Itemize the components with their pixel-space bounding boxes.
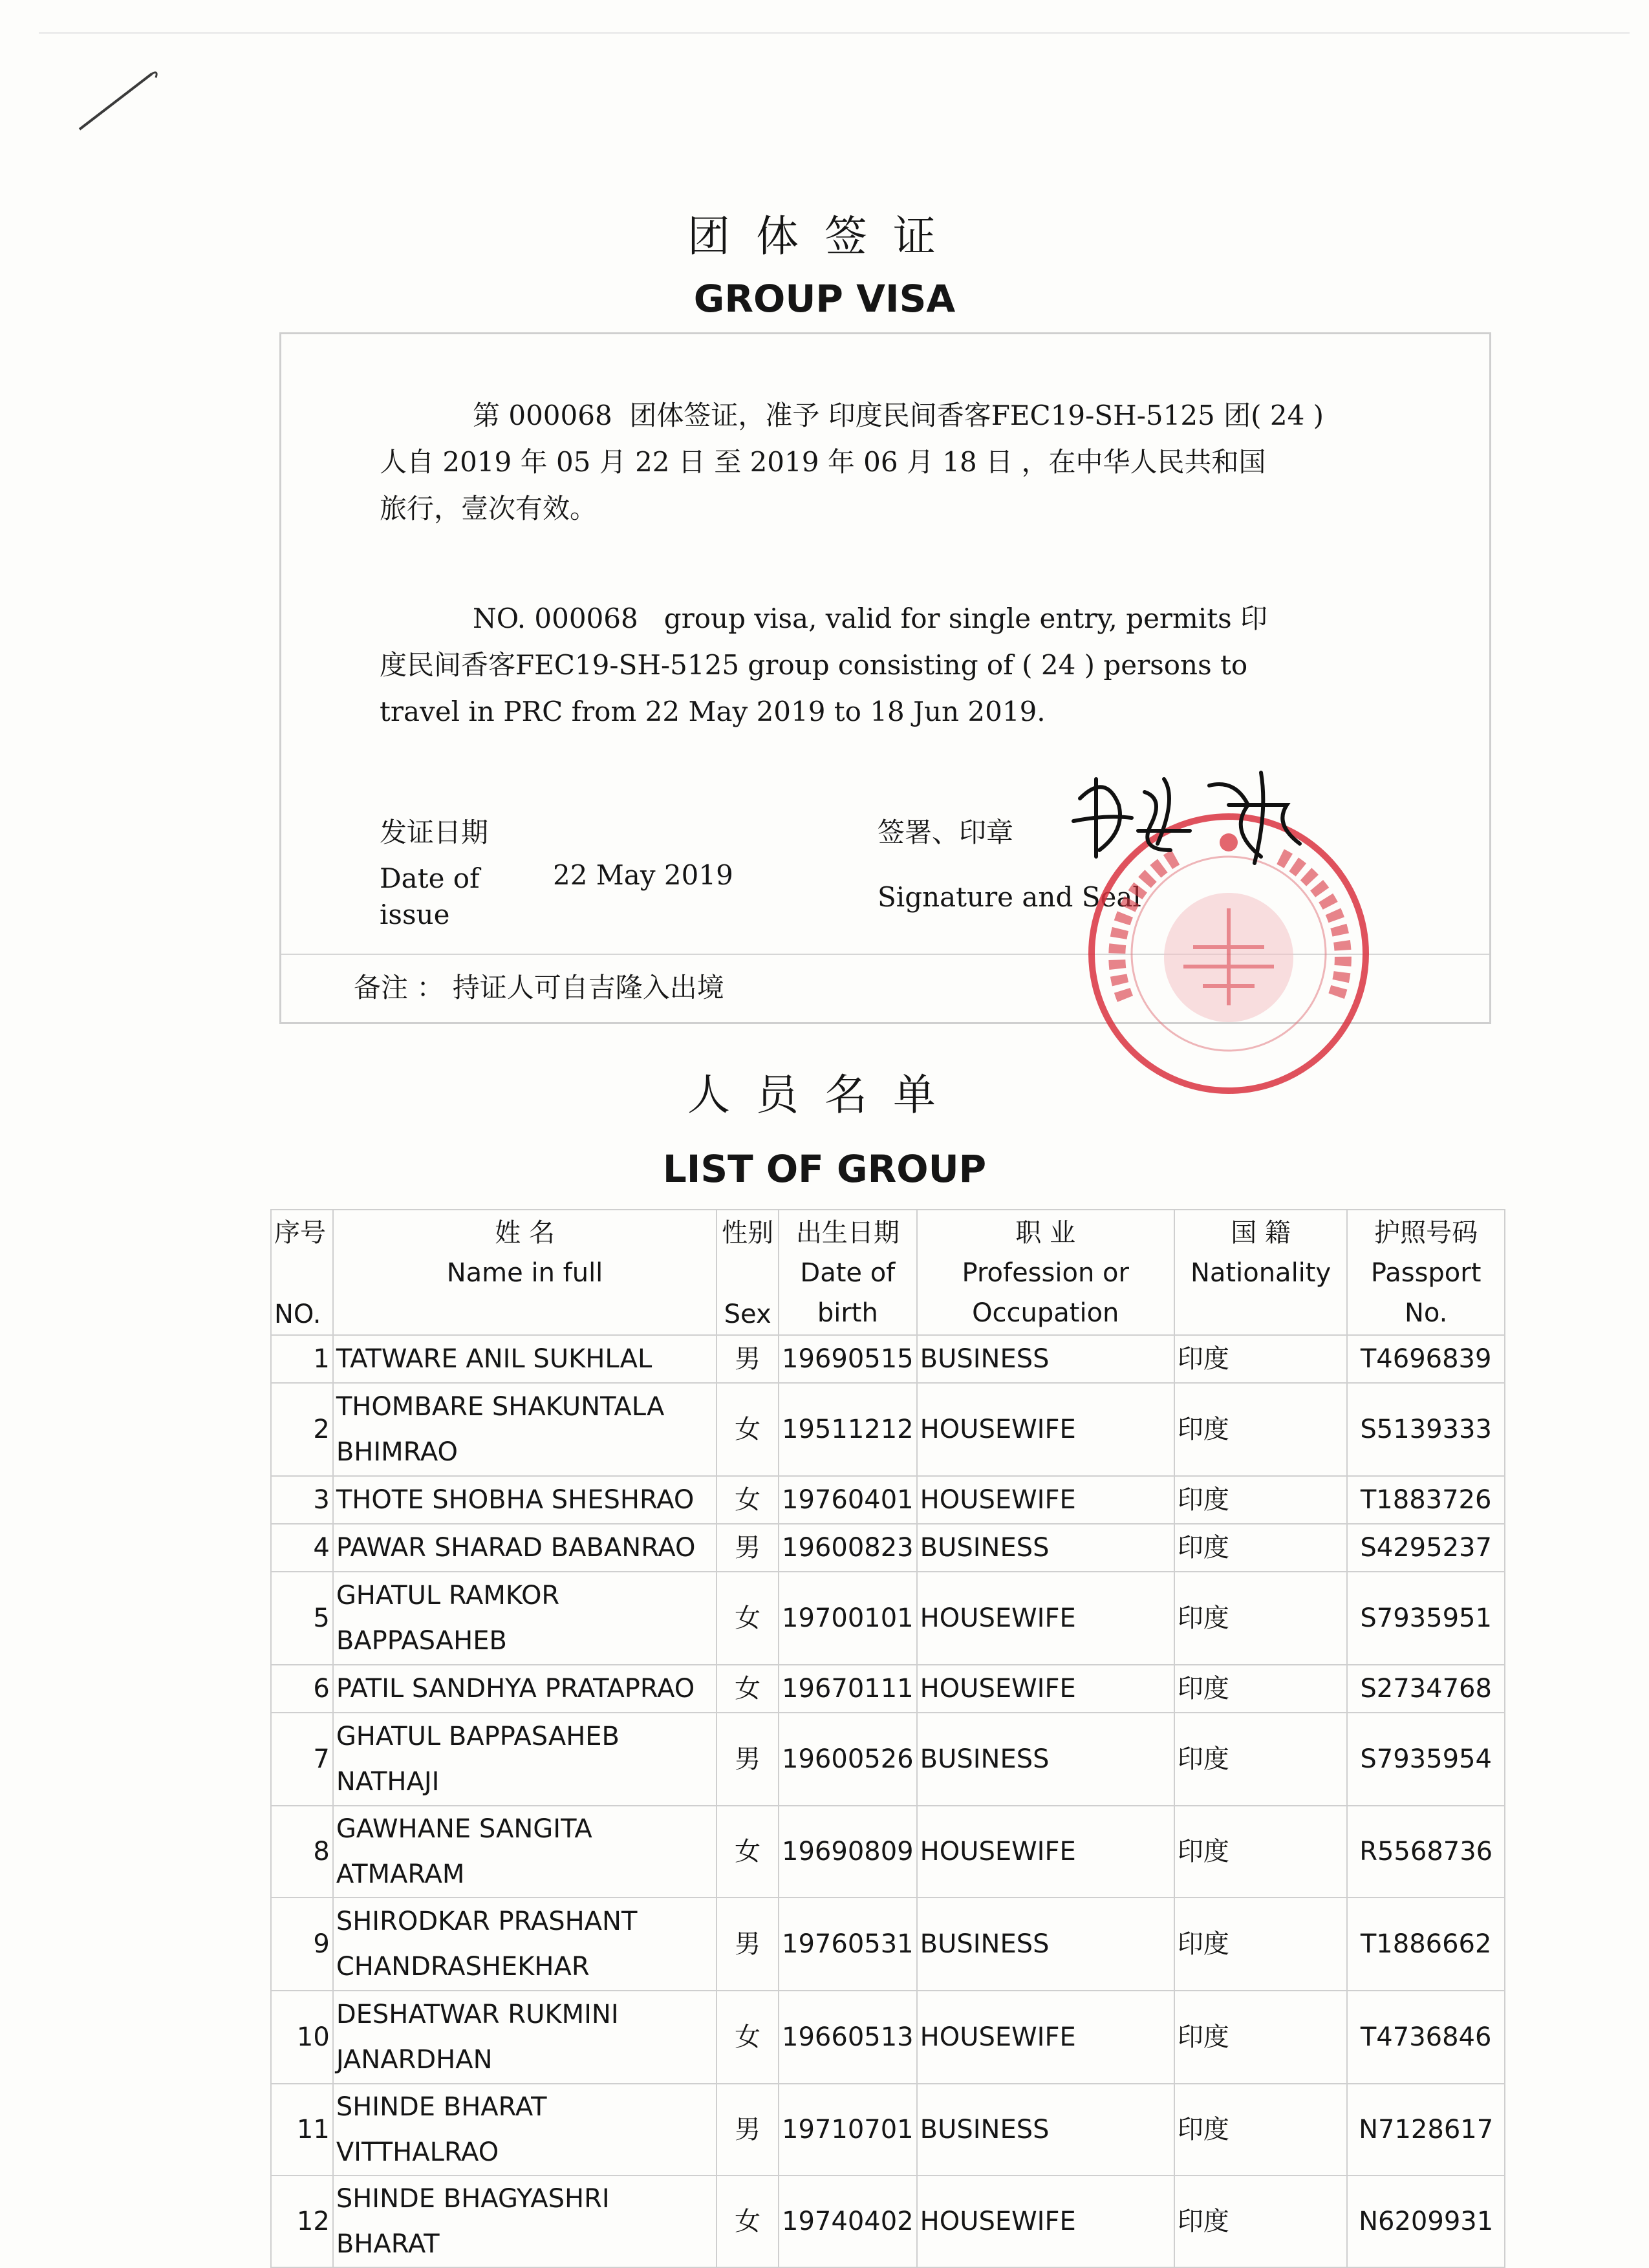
visa-cn-line-2: 人自 2019 年 05 月 22 日 至 2019 年 06 月 18 日 ，在中华人民共和国 [380, 446, 1266, 478]
table-row [271, 1335, 1505, 1383]
header-nationality-en: Nationality [1191, 1258, 1331, 1288]
header-no-cn: 序号 [274, 1218, 326, 1248]
cell-no: 9 [271, 1898, 333, 1991]
cell-dob: 19690515 [779, 1335, 917, 1383]
cell-occupation: BUSINESS [917, 1335, 1174, 1383]
cell-dob: 19760401 [779, 1476, 917, 1524]
cell-sex: 女 [717, 1991, 779, 2084]
cell-occupation: HOUSEWIFE [917, 1665, 1174, 1713]
header-name-en: Name in full [446, 1258, 603, 1288]
header-no [271, 1210, 333, 1335]
cell-occupation: HOUSEWIFE [917, 1991, 1174, 2084]
cell-passport: S7935954 [1347, 1713, 1505, 1806]
cell-nationality: 印度 [1174, 1665, 1347, 1713]
cell-dob: 19670111 [779, 1665, 917, 1713]
table-row [271, 1898, 1505, 1991]
cell-sex: 女 [717, 1383, 779, 1476]
cell-name: PAWAR SHARAD BABANRAO [333, 1524, 717, 1572]
cell-no: 1 [271, 1335, 333, 1383]
cell-no: 2 [271, 1383, 333, 1476]
header-dob [779, 1210, 917, 1335]
signature-label-cn: 签署、印章 [878, 817, 1014, 848]
cell-sex: 女 [717, 1572, 779, 1665]
cell-occupation: HOUSEWIFE [917, 1476, 1174, 1524]
header-sex [717, 1210, 779, 1335]
header-name-cn: 姓 名 [495, 1218, 555, 1248]
header-occupation-en: Profession or Occupation [962, 1258, 1129, 1328]
cell-passport: N6209931 [1347, 2176, 1505, 2267]
staple-pin-icon [74, 65, 165, 136]
cell-occupation: BUSINESS [917, 1524, 1174, 1572]
cell-sex: 女 [717, 1476, 779, 1524]
cell-passport: T1883726 [1347, 1476, 1505, 1524]
visa-en-line-2: 度民间香客FEC19-SH-5125 group consisting of ( 24 ) persons to [380, 649, 1248, 681]
cell-no: 10 [271, 1991, 333, 2084]
cell-passport: N7128617 [1347, 2084, 1505, 2176]
handwritten-signature-icon [1067, 760, 1326, 876]
table-row [271, 1806, 1505, 1898]
cell-dob: 19511212 [779, 1383, 917, 1476]
cell-occupation: BUSINESS [917, 2084, 1174, 2176]
header-dob-en: Date of birth [800, 1258, 896, 1328]
cell-no: 4 [271, 1524, 333, 1572]
cell-sex: 男 [717, 1335, 779, 1383]
cell-dob: 19600526 [779, 1713, 917, 1806]
cell-sex: 男 [717, 1713, 779, 1806]
header-passport [1347, 1210, 1505, 1335]
scan-edge [39, 32, 1630, 34]
remark: 备注 ： 持证人可自吉隆入出境 [354, 972, 724, 1003]
cell-passport: S4295237 [1347, 1524, 1505, 1572]
group-member-table [270, 1209, 1505, 2268]
header-name [333, 1210, 717, 1335]
visa-en-line-1: NO. 000068 group visa, valid for single entry, permits 印 [473, 603, 1268, 634]
issue-date-value: 22 May 2019 [553, 859, 733, 891]
issue-date-label-cn: 发证日期 [380, 817, 489, 848]
header-nationality-cn: 国 籍 [1231, 1218, 1291, 1248]
cell-nationality: 印度 [1174, 1713, 1347, 1806]
cell-occupation: BUSINESS [917, 1713, 1174, 1806]
table-row [271, 1572, 1505, 1665]
cell-no: 6 [271, 1665, 333, 1713]
cell-nationality: 印度 [1174, 2176, 1347, 2267]
issue-date-label-en: Date of issue [380, 862, 480, 930]
cell-dob: 19710701 [779, 2084, 917, 2176]
cell-occupation: HOUSEWIFE [917, 1383, 1174, 1476]
header-occupation [917, 1210, 1174, 1335]
cell-dob: 19740402 [779, 2176, 917, 2267]
cell-name: THOMBARE SHAKUNTALA BHIMRAO [333, 1383, 717, 1476]
table-row [271, 1713, 1505, 1806]
list-title-english: LIST OF GROUP [662, 1147, 987, 1191]
cell-name: THOTE SHOBHA SHESHRAO [333, 1476, 717, 1524]
signature-label-en: Signature and Seal [878, 881, 1141, 913]
cell-nationality: 印度 [1174, 1476, 1347, 1524]
cell-no: 7 [271, 1713, 333, 1806]
table-row [271, 1665, 1505, 1713]
header-nationality [1174, 1210, 1347, 1335]
cell-dob: 19660513 [779, 1991, 917, 2084]
cell-sex: 男 [717, 1898, 779, 1991]
cell-sex: 女 [717, 1665, 779, 1713]
title-chinese: 团体签证 [687, 211, 962, 261]
cell-no: 3 [271, 1476, 333, 1524]
cell-dob: 19690809 [779, 1806, 917, 1898]
cell-name: GAWHANE SANGITA ATMARAM [333, 1806, 717, 1898]
cell-nationality: 印度 [1174, 1572, 1347, 1665]
cell-name: SHIRODKAR PRASHANT CHANDRASHEKHAR [333, 1898, 717, 1991]
table-row [271, 1476, 1505, 1524]
list-title-chinese: 人员名单 [687, 1070, 962, 1120]
header-dob-cn: 出生日期 [795, 1218, 900, 1248]
cell-sex: 男 [717, 1524, 779, 1572]
cell-nationality: 印度 [1174, 1898, 1347, 1991]
cell-dob: 19600823 [779, 1524, 917, 1572]
cell-passport: T4696839 [1347, 1335, 1505, 1383]
cell-sex: 女 [717, 1806, 779, 1898]
cell-passport: R5568736 [1347, 1806, 1505, 1898]
cell-occupation: HOUSEWIFE [917, 1572, 1174, 1665]
header-passport-en: Passport No. [1370, 1258, 1482, 1328]
cell-sex: 女 [717, 2176, 779, 2267]
cell-nationality: 印度 [1174, 1335, 1347, 1383]
cell-passport: S5139333 [1347, 1383, 1505, 1476]
table-row [271, 2176, 1505, 2267]
title-english: GROUP VISA [693, 277, 956, 321]
cell-nationality: 印度 [1174, 1383, 1347, 1476]
cell-dob: 19760531 [779, 1898, 917, 1991]
visa-en-line-3: travel in PRC from 22 May 2019 to 18 Jun 2019. [380, 696, 1046, 727]
cell-passport: S7935951 [1347, 1572, 1505, 1665]
cell-sex: 男 [717, 2084, 779, 2176]
cell-name: DESHATWAR RUKMINI JANARDHAN [333, 1991, 717, 2084]
cell-no: 8 [271, 1806, 333, 1898]
header-occupation-cn: 职 业 [1015, 1218, 1076, 1248]
cell-dob: 19700101 [779, 1572, 917, 1665]
cell-nationality: 印度 [1174, 1524, 1347, 1572]
table-row [271, 1524, 1505, 1572]
header-sex-cn: 性别 [722, 1218, 774, 1248]
cell-occupation: BUSINESS [917, 1898, 1174, 1991]
cell-occupation: HOUSEWIFE [917, 1806, 1174, 1898]
cell-no: 12 [271, 2176, 333, 2267]
cell-name: PATIL SANDHYA PRATAPRAO [333, 1665, 717, 1713]
cell-name: GHATUL RAMKOR BAPPASAHEB [333, 1572, 717, 1665]
cell-no: 11 [271, 2084, 333, 2176]
cell-name: GHATUL BAPPASAHEB NATHAJI [333, 1713, 717, 1806]
cell-nationality: 印度 [1174, 1991, 1347, 2084]
table-row [271, 1383, 1505, 1476]
cell-occupation: HOUSEWIFE [917, 2176, 1174, 2267]
cell-nationality: 印度 [1174, 2084, 1347, 2176]
table-row [271, 1991, 1505, 2084]
header-sex-en: Sex [724, 1300, 771, 1329]
table-row [271, 2084, 1505, 2176]
cell-name: SHINDE BHAGYASHRI BHARAT [333, 2176, 717, 2267]
table-header-row [271, 1210, 1505, 1335]
cell-nationality: 印度 [1174, 1806, 1347, 1898]
header-passport-cn: 护照号码 [1374, 1218, 1478, 1248]
cell-passport: T1886662 [1347, 1898, 1505, 1991]
cell-name: TATWARE ANIL SUKHLAL [333, 1335, 717, 1383]
cell-passport: T4736846 [1347, 1991, 1505, 2084]
header-no-en: NO. [274, 1300, 321, 1329]
visa-cn-line-1: 第 000068 团体签证，准予 印度民间香客FEC19-SH-5125 团( 24 ) [473, 400, 1324, 431]
cell-name: SHINDE BHARAT VITTHALRAO [333, 2084, 717, 2176]
cell-no: 5 [271, 1572, 333, 1665]
visa-cn-line-3: 旅行，壹次有效。 [380, 493, 598, 524]
cell-passport: S2734768 [1347, 1665, 1505, 1713]
